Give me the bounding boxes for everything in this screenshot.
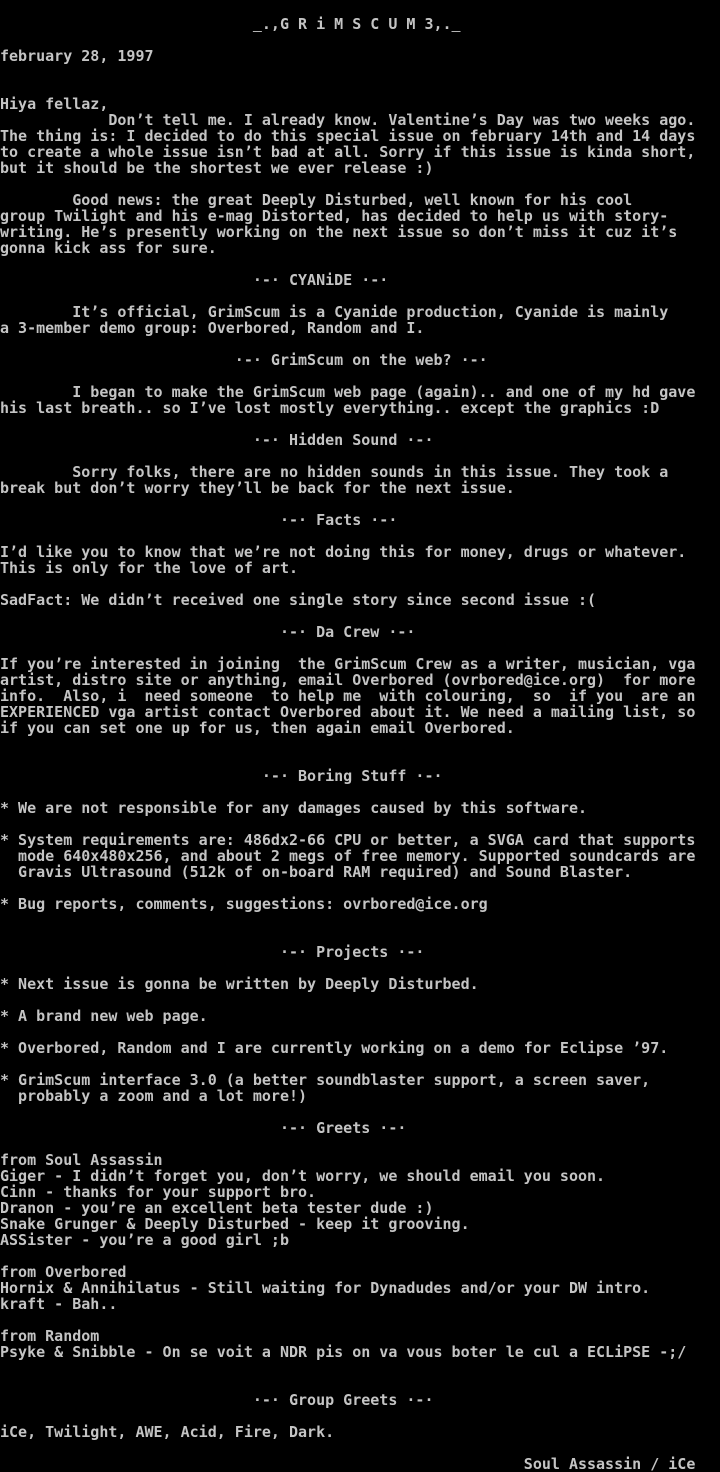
text-line <box>0 640 720 656</box>
text-line <box>0 336 720 352</box>
text-line: Hornix & Annihilatus - Still waiting for Dynadudes and/or your DW intro. <box>0 1280 651 1296</box>
text-line: ASSister - you’re a good girl ;b <box>0 1232 289 1248</box>
text-line: I’d like you to know that we’re not doing this for money, drugs or whatever. <box>0 544 687 560</box>
text-line: Soul Assassin / iCe <box>0 1456 696 1472</box>
text-line: info. Also, i need someone to help me with colouring, so if you are an <box>0 688 696 704</box>
text-line <box>0 608 720 624</box>
text-line: group Twilight and his e-mag Distorted, has decided to help us with story- <box>0 208 669 224</box>
text-line: _.,G R i M S C U M 3,._ <box>0 16 461 32</box>
text-line <box>0 176 720 192</box>
text-line: SadFact: We didn’t received one single story since second issue :( <box>0 592 597 608</box>
text-line <box>0 416 720 432</box>
text-line: february 28, 1997 <box>0 48 154 64</box>
text-line: * Overbored, Random and I are currently working on a demo for Eclipse ’97. <box>0 1040 669 1056</box>
text-line <box>0 288 720 304</box>
text-line <box>0 1104 720 1120</box>
text-line: * Next issue is gonna be written by Deeply Disturbed. <box>0 976 479 992</box>
text-line: but it should be the shortest we ever release :) <box>0 160 434 176</box>
text-line: * System requirements are: 486dx2-66 CPU or better, a SVGA card that supports <box>0 832 696 848</box>
text-line: Dranon - you’re an excellent beta tester dude :) <box>0 1200 434 1216</box>
text-line: Hiya fellaz, <box>0 96 109 112</box>
text-line: from Soul Assassin <box>0 1152 163 1168</box>
text-line: Snake Grunger & Deeply Disturbed - keep it grooving. <box>0 1216 470 1232</box>
section-header: ·-· Projects ·-· <box>0 944 425 960</box>
text-line: kraft - Bah.. <box>0 1296 118 1312</box>
text-line <box>0 816 720 832</box>
text-line: * Bug reports, comments, suggestions: ovrbored@ice.org <box>0 896 488 912</box>
text-line <box>0 0 720 16</box>
text-line: Don’t tell me. I already know. Valentine’s Day was two weeks ago. <box>0 112 696 128</box>
text-line <box>0 448 720 464</box>
text-line: Cinn - thanks for your support bro. <box>0 1184 317 1200</box>
section-header: ·-· Boring Stuff ·-· <box>0 768 443 784</box>
text-line: break but don’t worry they’ll be back for the next issue. <box>0 480 515 496</box>
text-line: a 3-member demo group: Overbored, Random and I. <box>0 320 425 336</box>
text-line <box>0 1136 720 1152</box>
text-line <box>0 1360 720 1376</box>
text-line <box>0 784 720 800</box>
text-line: The thing is: I decided to do this special issue on february 14th and 14 days <box>0 128 696 144</box>
text-line <box>0 928 720 944</box>
text-line: from Random <box>0 1328 100 1344</box>
text-line <box>0 1056 720 1072</box>
text-line <box>0 960 720 976</box>
text-line <box>0 32 720 48</box>
section-header: ·-· Hidden Sound ·-· <box>0 432 434 448</box>
text-line <box>0 496 720 512</box>
text-line: * We are not responsible for any damages caused by this software. <box>0 800 587 816</box>
text-line: Sorry folks, there are no hidden sounds in this issue. They took a <box>0 464 669 480</box>
text-line: EXPERIENCED vga artist contact Overbored about it. We need a mailing list, so <box>0 704 696 720</box>
text-line <box>0 736 720 752</box>
text-line: Psyke & Snibble - On se voit a NDR pis on va vous boter le cul a ECLiPSE -;/ <box>0 1344 687 1360</box>
text-line <box>0 256 720 272</box>
text-line: This is only for the love of art. <box>0 560 299 576</box>
section-header: ·-· CYANiDE ·-· <box>0 272 389 288</box>
text-line: iCe, Twilight, AWE, Acid, Fire, Dark. <box>0 1424 335 1440</box>
text-line: If you’re interested in joining the GrimScum Crew as a writer, musician, vga <box>0 656 696 672</box>
text-line: writing. He’s presently working on the next issue so don’t miss it cuz it’s <box>0 224 678 240</box>
text-line <box>0 1024 720 1040</box>
text-line: Good news: the great Deeply Disturbed, well known for his cool <box>0 192 633 208</box>
text-line <box>0 64 720 80</box>
text-line <box>0 1440 720 1456</box>
text-line <box>0 1408 720 1424</box>
text-line: Giger - I didn’t forget you, don’t worry, we should email you soon. <box>0 1168 606 1184</box>
text-line <box>0 1248 720 1264</box>
section-header: ·-· Facts ·-· <box>0 512 398 528</box>
text-line: I began to make the GrimScum web page (again).. and one of my hd gave <box>0 384 696 400</box>
text-line: * GrimScum interface 3.0 (a better soundblaster support, a screen saver, <box>0 1072 651 1088</box>
text-line <box>0 752 720 768</box>
text-line: probably a zoom and a lot more!) <box>0 1088 308 1104</box>
text-line: Gravis Ultrasound (512k of on-board RAM required) and Sound Blaster. <box>0 864 633 880</box>
text-line <box>0 1312 720 1328</box>
text-line: * A brand new web page. <box>0 1008 208 1024</box>
text-line <box>0 576 720 592</box>
text-line <box>0 1376 720 1392</box>
text-line <box>0 528 720 544</box>
text-line: if you can set one up for us, then again email Overbored. <box>0 720 515 736</box>
text-line <box>0 368 720 384</box>
text-line <box>0 80 720 96</box>
section-header: ·-· Da Crew ·-· <box>0 624 416 640</box>
text-line: artist, distro site or anything, email Overbored (ovrbored@ice.org) for more <box>0 672 696 688</box>
text-line: gonna kick ass for sure. <box>0 240 217 256</box>
text-line <box>0 992 720 1008</box>
text-line <box>0 880 720 896</box>
text-line: to create a whole issue isn’t bad at all. Sorry if this issue is kinda short, <box>0 144 696 160</box>
text-line: his last breath.. so I’ve lost mostly everything.. except the graphics :D <box>0 400 660 416</box>
section-header: ·-· Group Greets ·-· <box>0 1392 434 1408</box>
text-line: It’s official, GrimScum is a Cyanide production, Cyanide is mainly <box>0 304 669 320</box>
text-line: mode 640x480x256, and about 2 megs of free memory. Supported soundcards are <box>0 848 696 864</box>
section-header: ·-· Greets ·-· <box>0 1120 407 1136</box>
text-line <box>0 912 720 928</box>
text-line: from Overbored <box>0 1264 127 1280</box>
section-header: ·-· GrimScum on the web? ·-· <box>0 352 488 368</box>
